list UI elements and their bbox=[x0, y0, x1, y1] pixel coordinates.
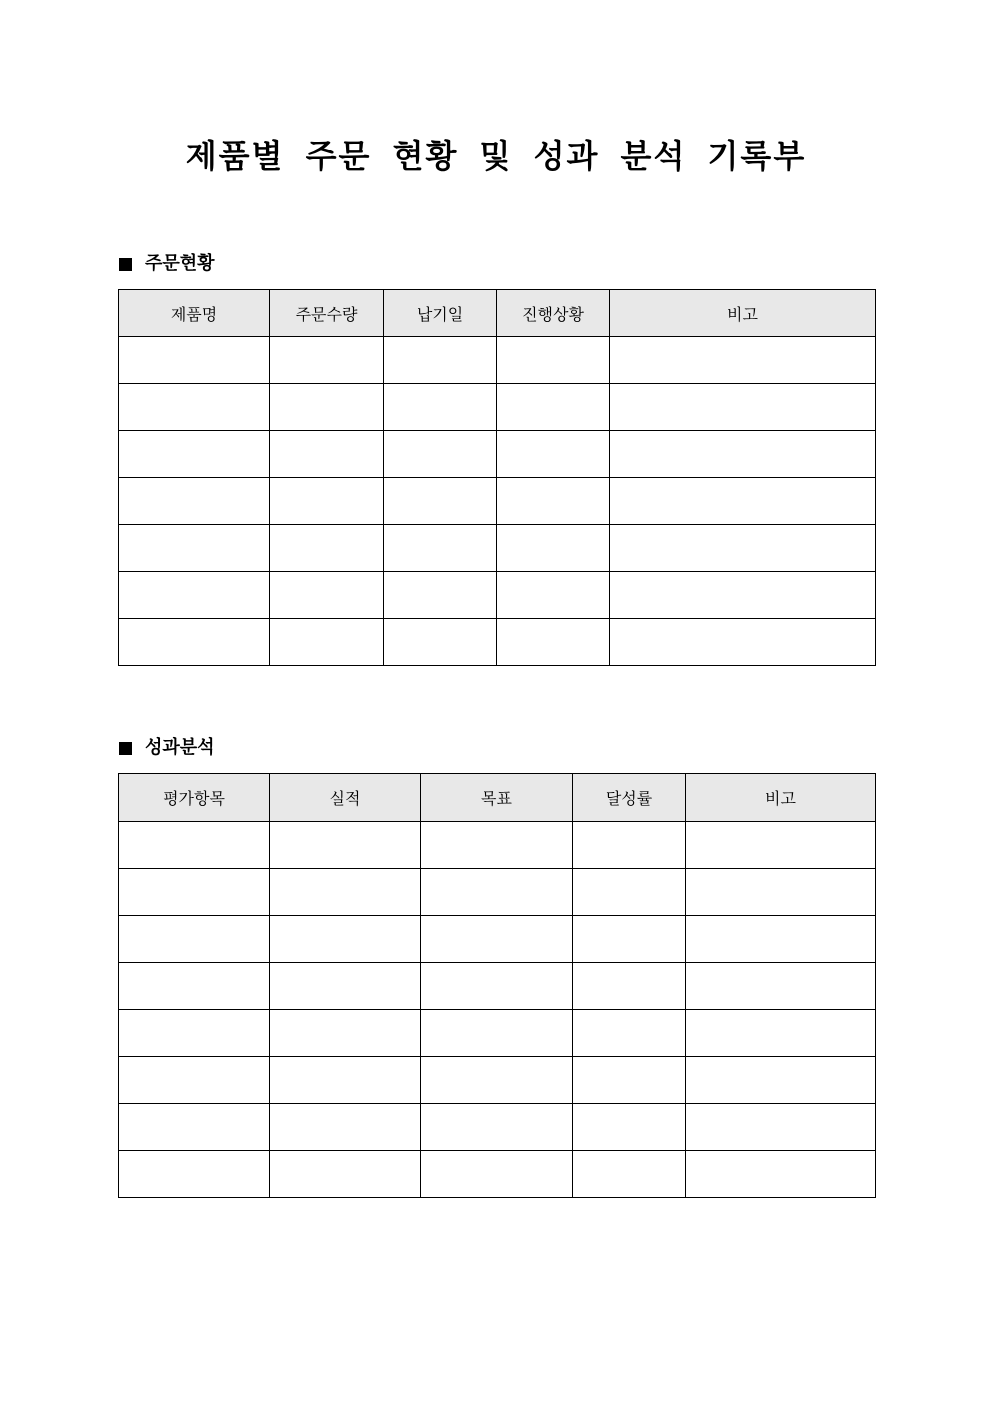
order-table-cell[interactable] bbox=[270, 431, 384, 478]
order-table-row bbox=[119, 619, 876, 666]
performance-table-cell[interactable] bbox=[119, 1151, 270, 1198]
order-table-row bbox=[119, 384, 876, 431]
performance-table-cell[interactable] bbox=[421, 1010, 573, 1057]
order-table-cell[interactable] bbox=[610, 478, 876, 525]
performance-table-cell[interactable] bbox=[270, 916, 421, 963]
performance-table-cell[interactable] bbox=[573, 1151, 686, 1198]
square-bullet-icon bbox=[119, 258, 132, 271]
performance-table-cell[interactable] bbox=[270, 963, 421, 1010]
order-table-cell[interactable] bbox=[384, 384, 497, 431]
column-header-target: 목표 bbox=[421, 774, 573, 822]
column-header-order-quantity: 주문수량 bbox=[270, 290, 384, 337]
column-header-actual: 실적 bbox=[270, 774, 421, 822]
order-table-cell[interactable] bbox=[270, 572, 384, 619]
performance-table-cell[interactable] bbox=[573, 822, 686, 869]
performance-table-cell[interactable] bbox=[686, 1057, 876, 1104]
order-table-cell[interactable] bbox=[497, 478, 610, 525]
performance-table-cell[interactable] bbox=[421, 1057, 573, 1104]
order-table-cell[interactable] bbox=[270, 619, 384, 666]
performance-table-cell[interactable] bbox=[119, 822, 270, 869]
performance-table-cell[interactable] bbox=[421, 916, 573, 963]
order-table-cell[interactable] bbox=[119, 572, 270, 619]
order-table-cell[interactable] bbox=[270, 525, 384, 572]
performance-table-cell[interactable] bbox=[573, 1104, 686, 1151]
order-table-cell[interactable] bbox=[610, 337, 876, 384]
performance-table-cell[interactable] bbox=[270, 869, 421, 916]
performance-table-cell[interactable] bbox=[686, 1151, 876, 1198]
column-header-remarks: 비고 bbox=[686, 774, 876, 822]
order-table-cell[interactable] bbox=[270, 337, 384, 384]
performance-table-cell[interactable] bbox=[421, 1151, 573, 1198]
performance-table-row bbox=[119, 1151, 876, 1198]
order-table-cell[interactable] bbox=[119, 525, 270, 572]
performance-table-cell[interactable] bbox=[686, 869, 876, 916]
order-table-row bbox=[119, 478, 876, 525]
order-table-row bbox=[119, 572, 876, 619]
page-title: 제품별 주문 현황 및 성과 분석 기록부 bbox=[185, 137, 807, 175]
order-table-cell[interactable] bbox=[610, 572, 876, 619]
performance-table-cell[interactable] bbox=[573, 1010, 686, 1057]
order-table-row bbox=[119, 337, 876, 384]
order-table-cell[interactable] bbox=[497, 384, 610, 431]
performance-table-cell[interactable] bbox=[573, 916, 686, 963]
performance-table-cell[interactable] bbox=[119, 1057, 270, 1104]
order-table-cell[interactable] bbox=[119, 619, 270, 666]
order-table-cell[interactable] bbox=[119, 384, 270, 431]
order-table-cell[interactable] bbox=[497, 619, 610, 666]
column-header-remarks: 비고 bbox=[610, 290, 876, 337]
order-table-cell[interactable] bbox=[384, 478, 497, 525]
performance-section-label: 성과분석 bbox=[145, 737, 215, 758]
order-table-cell[interactable] bbox=[497, 572, 610, 619]
square-bullet-icon bbox=[119, 742, 132, 755]
order-table-cell[interactable] bbox=[119, 431, 270, 478]
performance-table-row bbox=[119, 916, 876, 963]
performance-table-cell[interactable] bbox=[270, 1104, 421, 1151]
performance-table-cell[interactable] bbox=[119, 869, 270, 916]
performance-table-cell[interactable] bbox=[573, 963, 686, 1010]
performance-table-row bbox=[119, 1057, 876, 1104]
performance-table-cell[interactable] bbox=[421, 1104, 573, 1151]
order-table-cell[interactable] bbox=[610, 619, 876, 666]
order-table-cell[interactable] bbox=[384, 572, 497, 619]
order-table-cell[interactable] bbox=[270, 384, 384, 431]
column-header-achievement-rate: 달성률 bbox=[573, 774, 686, 822]
order-table-cell[interactable] bbox=[497, 525, 610, 572]
order-section-label: 주문현황 bbox=[145, 253, 215, 274]
performance-table-cell[interactable] bbox=[119, 1010, 270, 1057]
performance-table-cell[interactable] bbox=[573, 1057, 686, 1104]
column-header-evaluation-item: 평가항목 bbox=[119, 774, 270, 822]
performance-table-cell[interactable] bbox=[686, 916, 876, 963]
performance-table-cell[interactable] bbox=[270, 1010, 421, 1057]
order-table-row bbox=[119, 431, 876, 478]
performance-table-cell[interactable] bbox=[421, 822, 573, 869]
order-section-heading bbox=[119, 252, 215, 276]
performance-table-cell[interactable] bbox=[270, 822, 421, 869]
table-header-row bbox=[119, 290, 876, 337]
order-table-cell[interactable] bbox=[384, 525, 497, 572]
performance-table-cell[interactable] bbox=[119, 916, 270, 963]
performance-table-row bbox=[119, 1010, 876, 1057]
performance-table-cell[interactable] bbox=[421, 869, 573, 916]
performance-table-row bbox=[119, 869, 876, 916]
performance-table-cell[interactable] bbox=[270, 1057, 421, 1104]
column-header-due-date: 납기일 bbox=[384, 290, 497, 337]
order-table-cell[interactable] bbox=[384, 337, 497, 384]
order-table-row bbox=[119, 525, 876, 572]
order-table-cell[interactable] bbox=[119, 337, 270, 384]
performance-table-cell[interactable] bbox=[119, 1104, 270, 1151]
order-table-cell[interactable] bbox=[497, 431, 610, 478]
performance-table-cell[interactable] bbox=[686, 1010, 876, 1057]
order-table-cell[interactable] bbox=[384, 431, 497, 478]
performance-analysis-table bbox=[118, 773, 876, 1198]
order-table-cell[interactable] bbox=[384, 619, 497, 666]
order-table-cell[interactable] bbox=[610, 525, 876, 572]
performance-table-cell[interactable] bbox=[686, 1104, 876, 1151]
performance-table-cell[interactable] bbox=[573, 869, 686, 916]
performance-table-cell[interactable] bbox=[270, 1151, 421, 1198]
order-table-cell[interactable] bbox=[610, 384, 876, 431]
column-header-progress: 진행상황 bbox=[497, 290, 610, 337]
order-table-cell[interactable] bbox=[610, 431, 876, 478]
order-status-table bbox=[118, 289, 876, 666]
performance-table-cell[interactable] bbox=[421, 963, 573, 1010]
order-table-cell[interactable] bbox=[497, 337, 610, 384]
order-table-cell[interactable] bbox=[119, 478, 270, 525]
performance-table-row bbox=[119, 963, 876, 1010]
performance-table-cell[interactable] bbox=[686, 822, 876, 869]
order-table-cell[interactable] bbox=[270, 478, 384, 525]
column-header-product-name: 제품명 bbox=[119, 290, 270, 337]
performance-table-row bbox=[119, 822, 876, 869]
performance-table-cell[interactable] bbox=[686, 963, 876, 1010]
performance-section-heading bbox=[119, 736, 215, 760]
table-header-row bbox=[119, 774, 876, 822]
performance-table-cell[interactable] bbox=[119, 963, 270, 1010]
performance-table-row bbox=[119, 1104, 876, 1151]
